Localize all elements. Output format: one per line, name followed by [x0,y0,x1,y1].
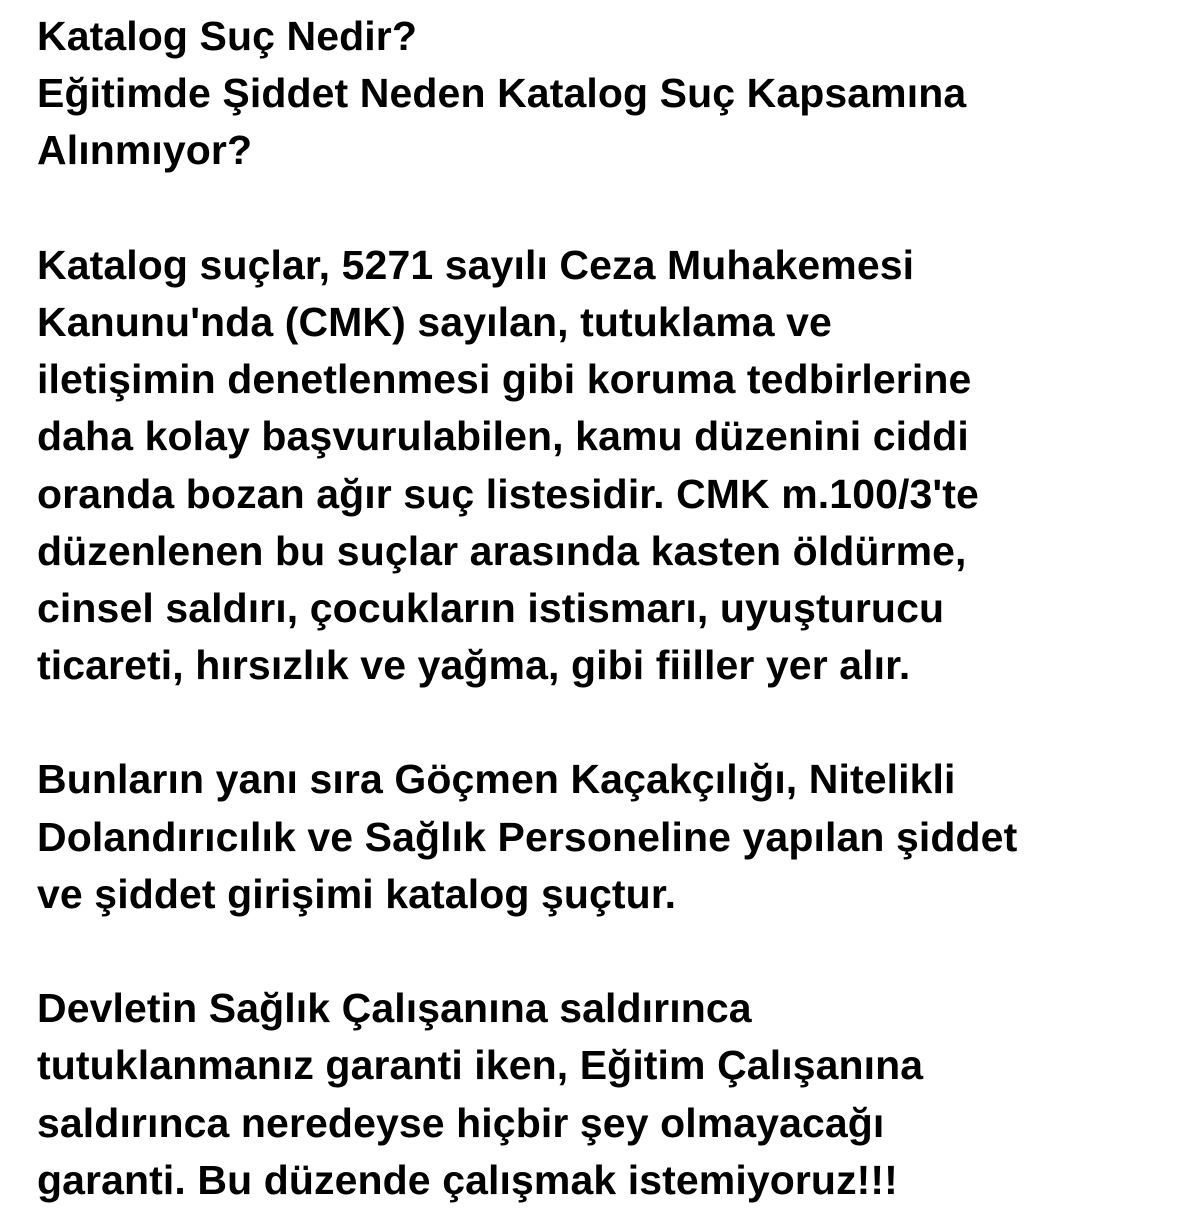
paragraph-1-line: Kanunu'nda (CMK) sayılan, tutuklama ve [37,298,832,345]
paragraph-1-line: daha kolay başvurulabilen, kamu düzenini ciddi [37,413,969,460]
paragraph-3-line: saldırınca neredeyse hiçbir şey olmayacağı [37,1099,885,1146]
paragraph-1-line: cinsel saldırı, çocukların istismarı, uyuşturucu [37,584,945,631]
paragraph-2-line: Dolandırıcılık ve Sağlık Personeline yapılan şiddet [37,813,1018,860]
paragraph-spacer [37,923,1167,980]
note-subtitle-line: Alınmıyor? [37,127,253,174]
paragraph-3-line: garanti. Bu düzende çalışmak istemiyoruz!!! [37,1156,898,1203]
note-subtitle-line: Eğitimde Şiddet Neden Katalog Suç Kapsamına [37,70,967,117]
paragraph-1-line: iletişimin denetlenmesi gibi koruma tedbirlerine [37,356,972,403]
paragraph-1-line: oranda bozan ağır suç listesidir. CMK m.100/3'te [37,470,979,517]
paragraph-2-line: ve şiddet girişimi katalog şuçtur. [37,870,677,917]
paragraph-1-line: ticareti, hırsızlık ve yağma, gibi fiiller yer alır. [37,642,911,689]
paragraph-1-line: Katalog suçlar, 5271 sayılı Ceza Muhakemesi [37,241,915,288]
paragraph-3-line: Devletin Sağlık Çalışanına saldırınca [37,985,752,1032]
paragraph-1-line: düzenlenen bu suçlar arasında kasten öldürme, [37,527,967,574]
paragraph-spacer [37,694,1167,751]
paragraph-2-line: Bunların yanı sıra Göçmen Kaçakçılığı, Nitelikli [37,756,956,803]
paragraph-3-line: tutuklanmanız garanti iken, Eğitim Çalışanına [37,1042,924,1089]
note-body [37,8,1167,1209]
note-title-line: Katalog Suç Nedir? [37,13,417,59]
paragraph-spacer [37,180,1167,237]
